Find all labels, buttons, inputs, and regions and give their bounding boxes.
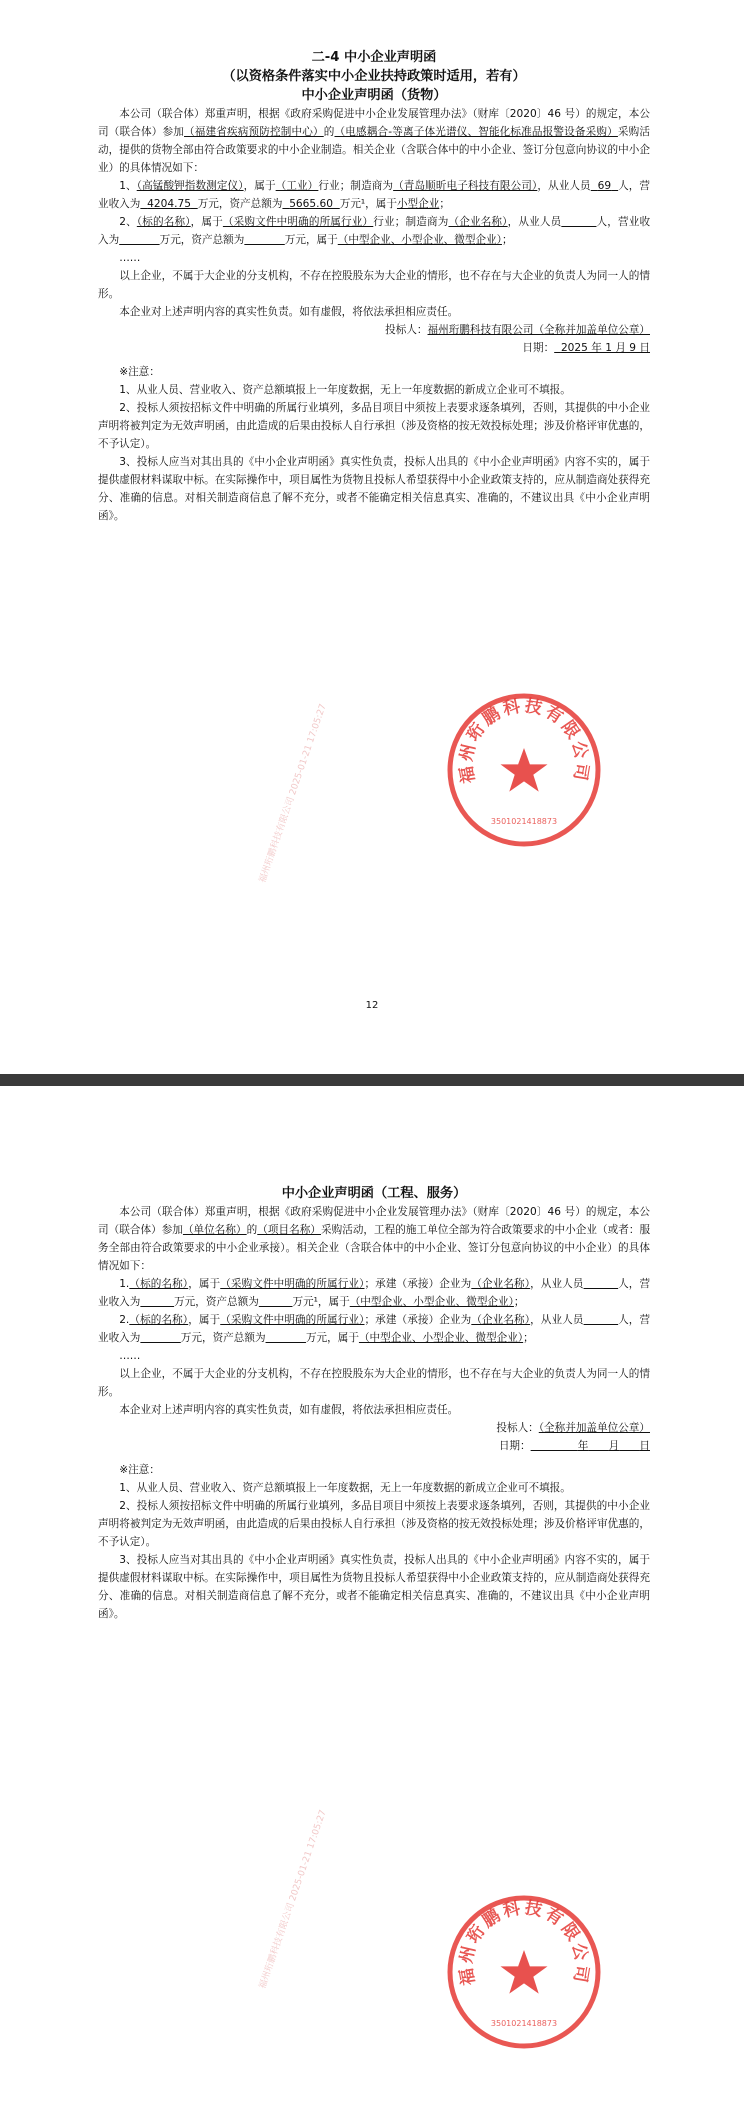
date-line: 日期： 2025 年 1 月 9 日 (522, 342, 650, 354)
ellipsis: …… (119, 252, 141, 264)
section-subtitle: （以资格条件落实中小企业扶持政策时适用，若有） (222, 69, 526, 84)
bidder-line: 投标人：福州珩鹏科技有限公司（全称并加盖单位公章） (385, 324, 650, 336)
svg-text:福州珩鹏科技有限公司: 福州珩鹏科技有限公司 (456, 1898, 592, 1987)
form-title: 中小企业声明函（货物） (301, 88, 447, 103)
note-2: 2、投标人须按招标文件中明确的所属行业填列，多品目项目中须按上表要求逐条填列，否则，其提供的中小企业声明将被判定为无效声明函，由此造成的后果由投标人自行承担（涉及资格的按无效投标处理；涉及价格评审优惠的，不予认定）。 (98, 402, 650, 450)
statement-responsibility: 本企业对上述声明内容的真实性负责，如有虚假，将依法承担相应责任。 (119, 1404, 459, 1416)
svg-text:3501021418873: 3501021418873 (490, 2019, 558, 2028)
buyer-name: （福建省疾病预防控制中心） (184, 126, 324, 138)
document-page-2 (0, 1086, 744, 2123)
form-title: 中小企业声明函（工程、服务） (281, 1186, 467, 1201)
note-2: 2、投标人须按招标文件中明确的所属行业填列，多品目项目中须按上表要求逐条填列，否则，其提供的中小企业声明将被判定为无效声明函，由此造成的后果由投标人自行承担（涉及资格的按无效投标处理；涉及价格评审优惠的，不予认定）。 (98, 1500, 650, 1548)
company-seal (444, 690, 604, 850)
statement-not-large: 以上企业，不属于大企业的分支机构，不存在控股股东为大企业的情形，也不存在与大企业的负责人为同一人的情形。 (98, 270, 650, 300)
enterprise-item-2: 2、（标的名称），属于（采购文件中明确的所属行业）行业；制造商为（企业名称），从业人员 人，营业收入为 万元，资产总额为 万元，属于（中型企业、小型企业、微型企业）； (98, 216, 651, 246)
watermark: 福州珩鹏科技有限公司 2025-01-21 17:05:27 (257, 702, 329, 885)
svg-text:福州珩鹏科技有限公司: 福州珩鹏科技有限公司 (456, 696, 592, 785)
enterprise-item-1: 1.（标的名称），属于（采购文件中明确的所属行业）；承建（承接）企业为（企业名称），从业人员 人，营业收入为 万元，资产总额为 万元¹，属于（中型企业、小型企业、微型企业）； (98, 1278, 651, 1308)
svg-text:3501021418873: 3501021418873 (490, 817, 558, 826)
section-title: 二-4 中小企业声明函 (311, 50, 437, 65)
statement-responsibility: 本企业对上述声明内容的真实性负责。如有虚假，将依法承担相应责任。 (119, 306, 459, 318)
bidder-line: 投标人：（全称并加盖单位公章） (496, 1422, 650, 1434)
note-3: 3、投标人应当对其出具的《中小企业声明函》真实性负责，投标人出具的《中小企业声明函》内容不实的，属于提供虚假材料谋取中标。在实际操作中，项目属性为货物且投标人希望获得中小企业政策支持的，应从制造商处获得充分、准确的信息。对相关制造商信息了解不充分，或者不能确定相关信息真实、准确的，不建议出具《中小企业声明函》。 (98, 1554, 650, 1620)
bidder-name: 福州珩鹏科技有限公司（全称并加盖单位公章） (427, 324, 650, 336)
note-3: 3、投标人应当对其出具的《中小企业声明函》真实性负责，投标人出具的《中小企业声明函》内容不实的，属于提供虚假材料谋取中标。在实际操作中，项目属性为货物且投标人希望获得中小企业政策支持的，应从制造商处获得充分、准确的信息。对相关制造商信息了解不充分，或者不能确定相关信息真实、准确的，不建议出具《中小企业声明函》。 (98, 456, 650, 522)
project-name: （电感耦合-等离子体光谱仪、智能化标准品报警设备采购） (334, 126, 618, 138)
notes-title: ※注意： (119, 1464, 160, 1476)
page-1-content (98, 48, 650, 525)
page-number: 12 (365, 1000, 379, 1011)
page-separator (0, 1074, 744, 1086)
enterprise-item-2: 2.（标的名称），属于（采购文件中明确的所属行业）；承建（承接）企业为（企业名称），从业人员 人，营业收入为 万元，资产总额为 万元，属于（中型企业、小型企业、微型企业）； (98, 1314, 651, 1344)
page-2-content (98, 1184, 650, 1623)
company-seal (444, 1892, 604, 2052)
statement-not-large: 以上企业，不属于大企业的分支机构，不存在控股股东为大企业的情形，也不存在与大企业的负责人为同一人的情形。 (98, 1368, 650, 1398)
bidder-name: （全称并加盖单位公章） (538, 1422, 650, 1434)
date-value: 2025 年 1 月 9 日 (560, 342, 650, 354)
intro-paragraph: 本公司（联合体）郑重声明，根据《政府采购促进中小企业发展管理办法》（财库〔2020〕46 号）的规定，本公司（联合体）参加（单位名称）的（项目名称）采购活动，工程的施工单位全部为符合政策要求的中小企业（或者：服务全部由符合政策要求的中小企业承接）。相关企业（含联合体中的中小企业、签订分包意向协议的中小企业）的具体情况如下： (98, 1206, 651, 1272)
notes-title: ※注意： (119, 366, 160, 378)
note-1: 1、从业人员、营业收入、资产总额填报上一年度数据，无上一年度数据的新成立企业可不填报。 (119, 1482, 571, 1494)
intro-paragraph: 本公司（联合体）郑重声明，根据《政府采购促进中小企业发展管理办法》（财库〔2020〕46 号）的规定，本公司（联合体）参加（福建省疾病预防控制中心）的（电感耦合-等离子体光谱仪、智能化标准品报警设备采购）采购活动，提供的货物全部由符合政策要求的中小企业制造。相关企业（含联合体中的中小企业、签订分包意向协议的中小企业）的具体情况如下： (98, 108, 651, 174)
ellipsis: …… (119, 1350, 141, 1362)
date-line: 日期： 年 月 日 (498, 1440, 650, 1452)
watermark: 福州珩鹏科技有限公司 2025-01-21 17:05:27 (257, 1808, 329, 1991)
enterprise-item-1: 1、（高锰酸钾指数测定仪），属于（工业）行业；制造商为（青岛顺昕电子科技有限公司），从业人员 69 人，营业收入为 4204.75 万元，资产总额为 5665.60 万元¹，属于小型企业； (98, 180, 651, 210)
note-1: 1、从业人员、营业收入、资产总额填报上一年度数据，无上一年度数据的新成立企业可不填报。 (119, 384, 571, 396)
